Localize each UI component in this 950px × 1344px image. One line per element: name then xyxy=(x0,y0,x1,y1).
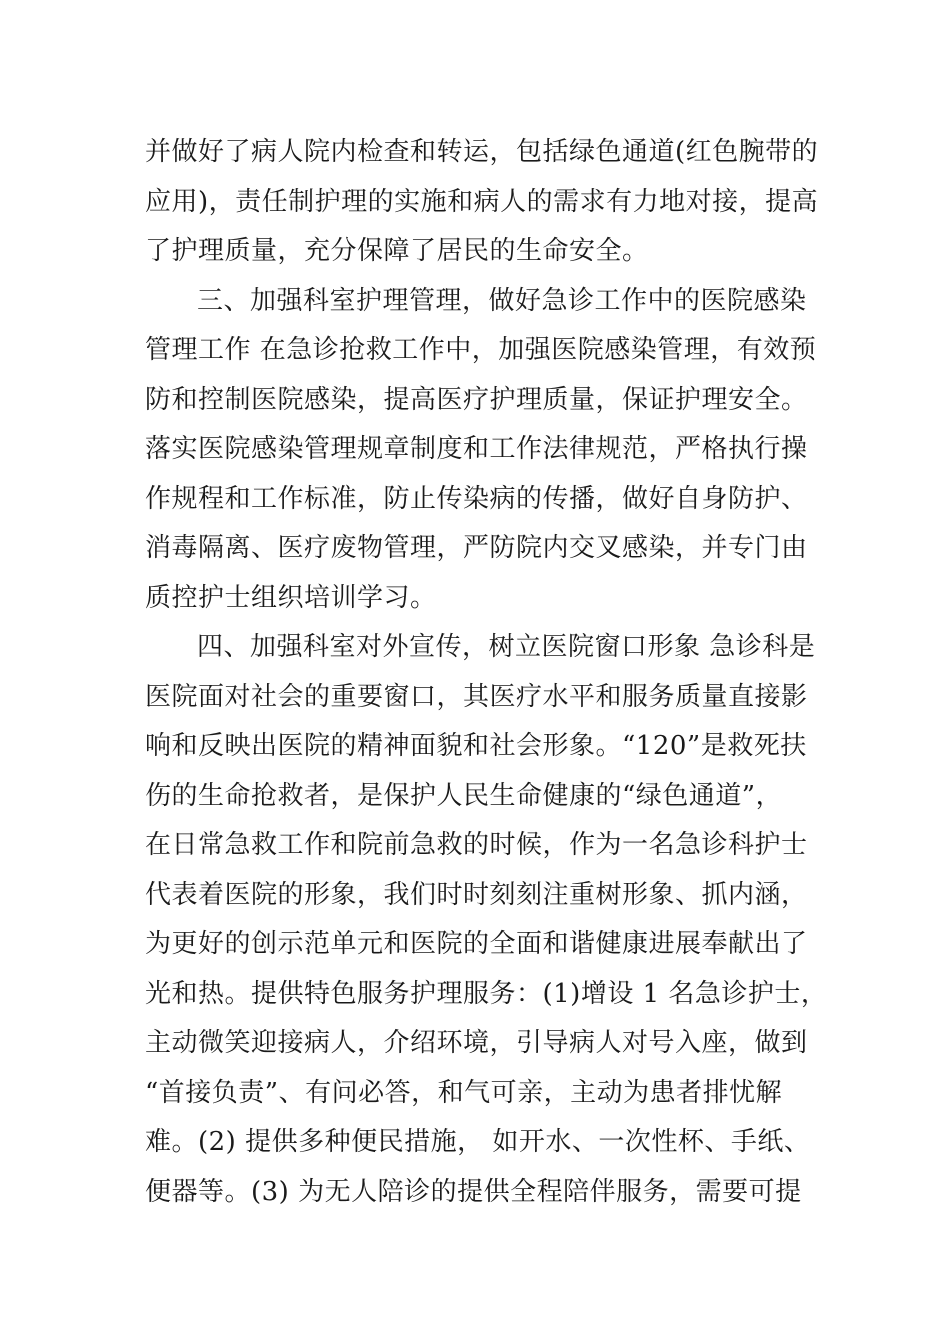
text-line: 质控护士组织培训学习。 xyxy=(145,582,437,613)
text-line: 管理工作 在急诊抢救工作中，加强医院感染管理，有效预 xyxy=(145,335,817,365)
text-line: 医院面对社会的重要窗口，其医疗水平和服务质量直接影 xyxy=(145,681,808,712)
text-line: 光和热。提供特色服务护理服务：(1)增设 1 名急诊护士， xyxy=(145,978,828,1009)
body-text xyxy=(145,128,828,1217)
text-line: 响和反映出医院的精神面貌和社会形象。“120”是救死扶 xyxy=(145,731,807,761)
text-line: 便器等。(3) 为无人陪诊的提供全程陪伴服务，需要可提 xyxy=(145,1176,802,1207)
text-line: 伤的生命抢救者，是保护人民生命健康的“绿色通道”， xyxy=(145,780,783,811)
text-line: 了护理质量，充分保障了居民的生命安全。 xyxy=(145,236,649,266)
text-line: 消毒隔离、医疗废物管理，严防院内交叉感染，并专门由 xyxy=(145,533,808,563)
text-line: 落实医院感染管理规章制度和工作法律规范，严格执行操 xyxy=(145,434,808,464)
text-line: 防和控制医院感染，提高医疗护理质量，保证护理安全。 xyxy=(145,384,808,415)
text-line: 主动微笑迎接病人，介绍环境，引导病人对号入座，做到 xyxy=(145,1028,808,1058)
text-line: 为更好的创示范单元和医院的全面和谐健康进展奉献出了 xyxy=(145,929,808,959)
text-line: 在日常急救工作和院前急救的时候，作为一名急诊科护士 xyxy=(145,830,808,860)
text-line: “首接负责”、有问必答，和气可亲，主动为患者排忧解 xyxy=(145,1077,783,1108)
text-line: 作规程和工作标准，防止传染病的传播，做好自身防护、 xyxy=(145,483,808,514)
text-line: 难。(2) 提供多种便民措施， 如开水、一次性杯、手纸、 xyxy=(145,1127,811,1157)
text-line: 并做好了病人院内检查和转运，包括绿色通道(红色腕带的 xyxy=(145,137,819,167)
text-line: 应用)，责任制护理的实施和病人的需求有力地对接，提高 xyxy=(145,186,819,217)
text-line: 代表着医院的形象，我们时时刻刻注重树形象、抓内涵， xyxy=(145,879,808,910)
section-heading-line: 三、加强科室护理管理，做好急诊工作中的医院感染 xyxy=(197,285,807,316)
section-heading-line: 四、加强科室对外宣传，树立医院窗口形象 急诊科是 xyxy=(197,632,816,662)
